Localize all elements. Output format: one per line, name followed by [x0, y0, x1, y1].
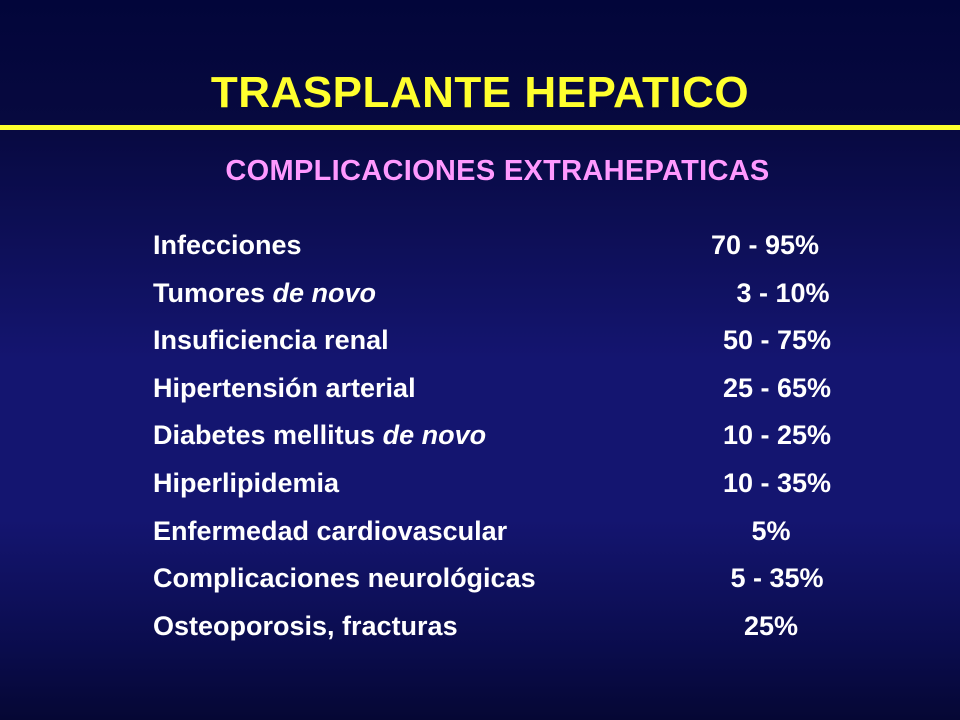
item-label [153, 222, 302, 270]
item-label [153, 508, 507, 556]
item-label [153, 317, 389, 365]
item-label-text: Complicaciones neurológicas [153, 563, 536, 594]
item-label-text: Hiperlipidemia [153, 467, 340, 498]
item-label [153, 270, 376, 318]
slide-subtitle: COMPLICACIONES EXTRAHEPATICAS [225, 155, 770, 187]
item-value: 50 - 75% [722, 325, 832, 356]
item-value: 3 - 10% [736, 277, 830, 308]
list-item [153, 508, 873, 556]
item-label-text: Enfermedad cardiovascular [153, 515, 508, 546]
title-underline [0, 125, 960, 130]
item-value: 10 - 35% [722, 467, 832, 498]
item-label-text: Tumores [153, 277, 273, 308]
item-label [153, 460, 339, 508]
list-item [153, 603, 873, 651]
item-label-italic: de novo [272, 277, 377, 308]
complications-list [153, 222, 873, 650]
slide-title: TRASPLANTE HEPATICO [210, 68, 750, 117]
item-label [153, 365, 416, 413]
item-label [153, 603, 458, 651]
item-label-text: Insuficiencia renal [153, 325, 389, 356]
item-label-italic: de novo [382, 420, 487, 451]
item-label [153, 412, 486, 460]
item-label [153, 555, 536, 603]
item-label-text: Osteoporosis, fracturas [153, 610, 458, 641]
list-item [153, 412, 873, 460]
item-value: 10 - 25% [722, 420, 832, 451]
item-label-text: Infecciones [153, 230, 302, 260]
list-item [153, 460, 873, 508]
item-label-text: Hipertensión arterial [153, 372, 416, 403]
item-value: 5 - 35% [730, 563, 824, 594]
item-value: 25% [743, 610, 799, 641]
item-label-text: Diabetes mellitus [153, 420, 383, 451]
list-item [153, 365, 873, 413]
list-item [153, 270, 873, 318]
list-item [153, 317, 873, 365]
list-item [153, 555, 873, 603]
item-value: 25 - 65% [722, 372, 832, 403]
item-value: 70 - 95% [710, 230, 820, 260]
item-value: 5% [751, 515, 791, 546]
list-item [153, 222, 873, 270]
